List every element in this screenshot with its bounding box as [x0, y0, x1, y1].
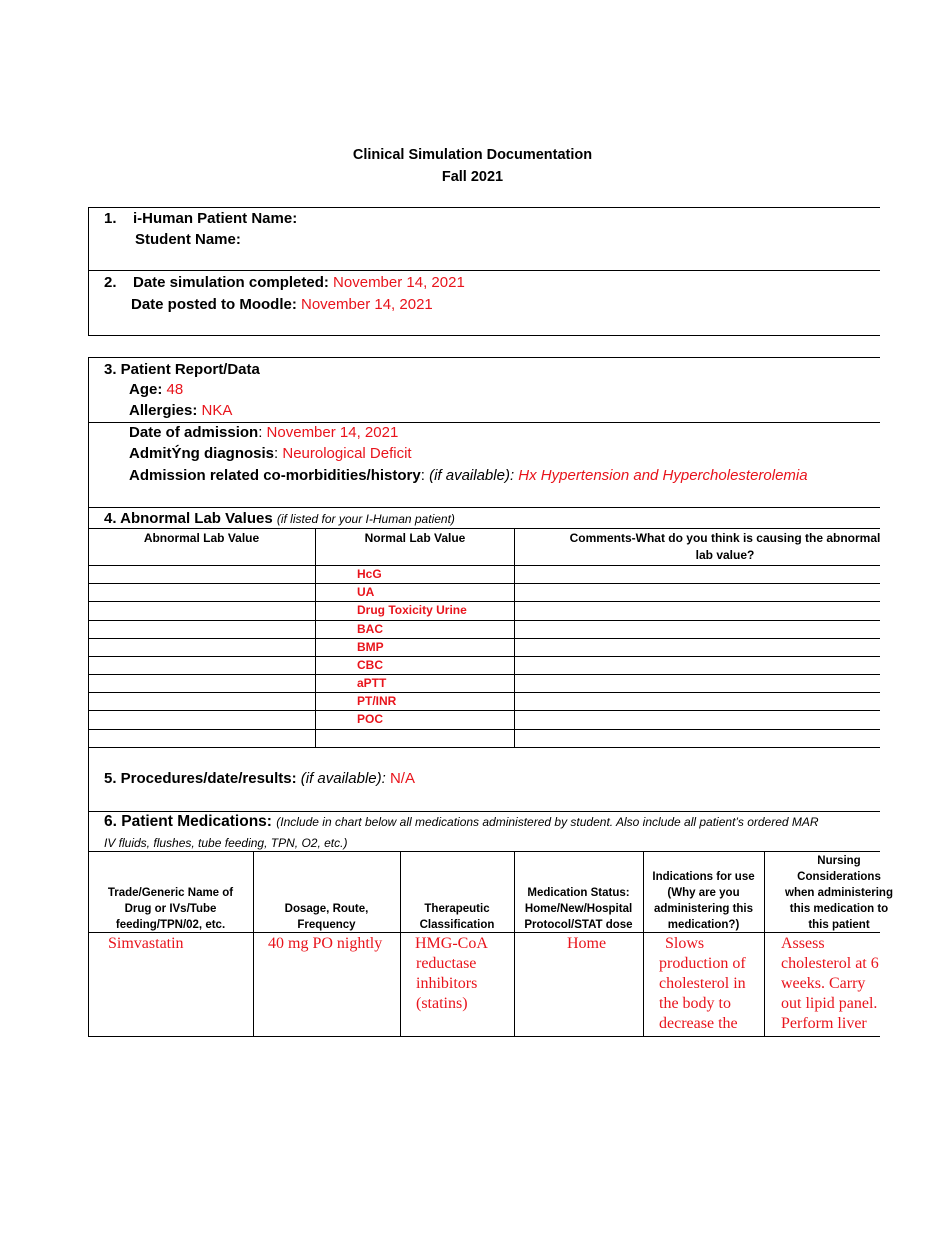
procedures-line — [104, 769, 415, 789]
lab-table-bottom — [88, 747, 880, 748]
date-completed-value: November 14, 2021 — [333, 274, 465, 291]
med-classification: inhibitors — [416, 975, 478, 992]
lab-row-divider — [88, 620, 880, 621]
patient-name-label: i-Human Patient Name: — [133, 210, 298, 227]
med-indication: decrease the — [659, 1015, 738, 1032]
date-posted-line — [131, 295, 433, 315]
procedures-value: N/A — [389, 770, 415, 787]
med-header-text: Dosage, Route, — [284, 903, 369, 915]
document-term: Fall 2021 — [441, 169, 504, 185]
med-nursing-consideration: Assess — [781, 935, 825, 952]
med-header-text: when administering — [785, 887, 893, 899]
lab-name: UA — [357, 585, 375, 599]
comorbidities-label: Admission related co-morbidities/history — [129, 467, 421, 484]
admitting-diagnosis-label: AdmitÝng diagnosis — [129, 445, 275, 462]
med-nursing-consideration: out lipid panel. — [781, 995, 878, 1012]
section-1-number: 1. — [104, 210, 117, 227]
lab-row-divider — [88, 565, 880, 566]
lab-col-abnormal: Abnormal Lab Value — [143, 531, 260, 545]
lab-name: POC — [357, 712, 384, 726]
med-header-text: administering this — [653, 903, 754, 915]
med-header-text: Drug or IVs/Tube — [124, 903, 217, 915]
med-header-text: Nursing — [817, 855, 861, 867]
comorbidities-value: Hx Hypertension and Hypercholesterolemia — [518, 467, 808, 484]
lab-row-divider — [88, 710, 880, 711]
med-classification: reductase — [416, 955, 477, 972]
lab-col-divider — [514, 528, 515, 747]
med-indication: Slows — [665, 935, 705, 952]
abnormal-labs-note: (if listed for your I-Human patient) — [276, 512, 455, 526]
med-col-divider — [400, 851, 401, 1037]
lab-row-divider — [88, 674, 880, 675]
lab-col-divider — [315, 528, 316, 747]
divider — [88, 270, 880, 271]
lab-name: BMP — [357, 640, 384, 654]
med-header-text: Therapeutic — [424, 903, 490, 915]
lab-row-divider — [88, 583, 880, 584]
admitting-diagnosis-value: Neurological Deficit — [282, 445, 412, 462]
med-dosage: 40 mg PO nightly — [268, 935, 383, 952]
lab-row-divider — [88, 638, 880, 639]
comorbidities-note: (if available): — [429, 467, 515, 484]
med-header-text: Trade/Generic Name of — [107, 887, 234, 899]
med-header-text: feeding/TPN/02, etc. — [115, 919, 226, 931]
patient-report-heading: 3. Patient Report/Data — [104, 361, 260, 378]
lab-row-divider — [88, 601, 880, 602]
med-indication: production of — [659, 955, 746, 972]
allergies-line — [129, 401, 232, 421]
med-header-text: medication?) — [667, 919, 740, 931]
med-col-divider — [514, 851, 515, 1037]
date-completed-line — [133, 273, 465, 293]
lab-row-divider — [88, 656, 880, 657]
med-nursing-consideration: weeks. Carry — [781, 975, 866, 992]
lab-name: HcG — [357, 567, 382, 581]
med-indication: cholesterol in — [659, 975, 746, 992]
lab-name: CBC — [357, 658, 383, 672]
medications-note: (Include in chart below all medications administered by student. Also include all patient’s ordered MAR — [276, 815, 819, 829]
student-name-label: Student Name: — [135, 231, 241, 248]
lab-name: BAC — [357, 622, 383, 636]
med-header-text: Protocol/STAT dose — [524, 919, 633, 931]
comorbidities-line: Admission related co-morbidities/history: (if available): Hx Hypertension and Hypercholesterolemia — [129, 467, 808, 484]
lab-col-comments: Comments-What do you think is causing the abnormal — [569, 531, 881, 545]
lab-name: PT/INR — [357, 694, 397, 708]
age-value: 48 — [166, 381, 184, 398]
age-line — [129, 380, 183, 400]
med-header-text: this patient — [808, 919, 870, 931]
divider — [88, 507, 880, 508]
date-posted-value: November 14, 2021 — [301, 296, 433, 313]
admission-date-value: November 14, 2021 — [266, 424, 399, 441]
medications-heading: 6. Patient Medications: — [104, 813, 272, 830]
medications-note-2: IV fluids, flushes, tube feeding, TPN, O2, etc.) — [104, 836, 348, 850]
procedures-note: (if available): — [300, 770, 386, 787]
med-header-text: Frequency — [297, 919, 356, 931]
lab-row-divider — [88, 729, 880, 730]
med-table-bottom — [88, 1036, 880, 1037]
med-header-text: Home/New/Hospital — [524, 903, 633, 915]
med-header-text: Indications for use — [652, 871, 755, 883]
admitting-diagnosis-line: AdmitÝng diagnosis: Neurological Deficit — [129, 445, 412, 462]
med-col-divider — [253, 851, 254, 1037]
date-completed-label: Date simulation completed: — [133, 274, 329, 291]
abnormal-labs-heading: 4. Abnormal Lab Values — [104, 510, 273, 527]
lab-col-comments-2: lab value? — [695, 548, 755, 562]
lab-col-normal: Normal Lab Value — [364, 531, 466, 545]
med-header-text: Medication Status: — [527, 887, 630, 899]
section-2-number: 2. — [104, 274, 117, 291]
med-header-text: Considerations — [797, 871, 881, 883]
age-label: Age: — [129, 381, 163, 398]
allergies-label: Allergies: — [129, 402, 198, 419]
med-header-text: this medication to — [789, 903, 889, 915]
med-table-top — [88, 851, 880, 852]
med-nursing-consideration: cholesterol at 6 — [781, 955, 879, 972]
document-title: Clinical Simulation Documentation — [352, 147, 593, 163]
lab-name: Drug Toxicity Urine — [357, 603, 467, 617]
med-nursing-consideration: Perform liver — [781, 1015, 867, 1032]
med-classification: (statins) — [416, 995, 468, 1012]
lab-table-top — [88, 528, 880, 529]
med-status: Home — [567, 935, 607, 952]
med-header-text: Classification — [419, 919, 495, 931]
procedures-heading: 5. Procedures/date/results: — [104, 770, 297, 787]
lab-row-divider — [88, 692, 880, 693]
admission-date-label: Date of admission — [129, 424, 259, 441]
medications-heading-line — [104, 812, 819, 832]
lab-name: aPTT — [357, 676, 387, 690]
date-posted-label: Date posted to Moodle: — [131, 296, 297, 313]
allergies-value: NKA — [201, 402, 233, 419]
med-classification: HMG-CoA — [415, 935, 488, 952]
admission-date-line: Date of admission: November 14, 2021 — [129, 424, 399, 441]
med-header-text: (Why are you — [667, 887, 740, 899]
abnormal-labs-heading-line — [104, 509, 455, 529]
med-indication: the body to — [659, 995, 731, 1012]
med-name: Simvastatin — [108, 935, 184, 952]
